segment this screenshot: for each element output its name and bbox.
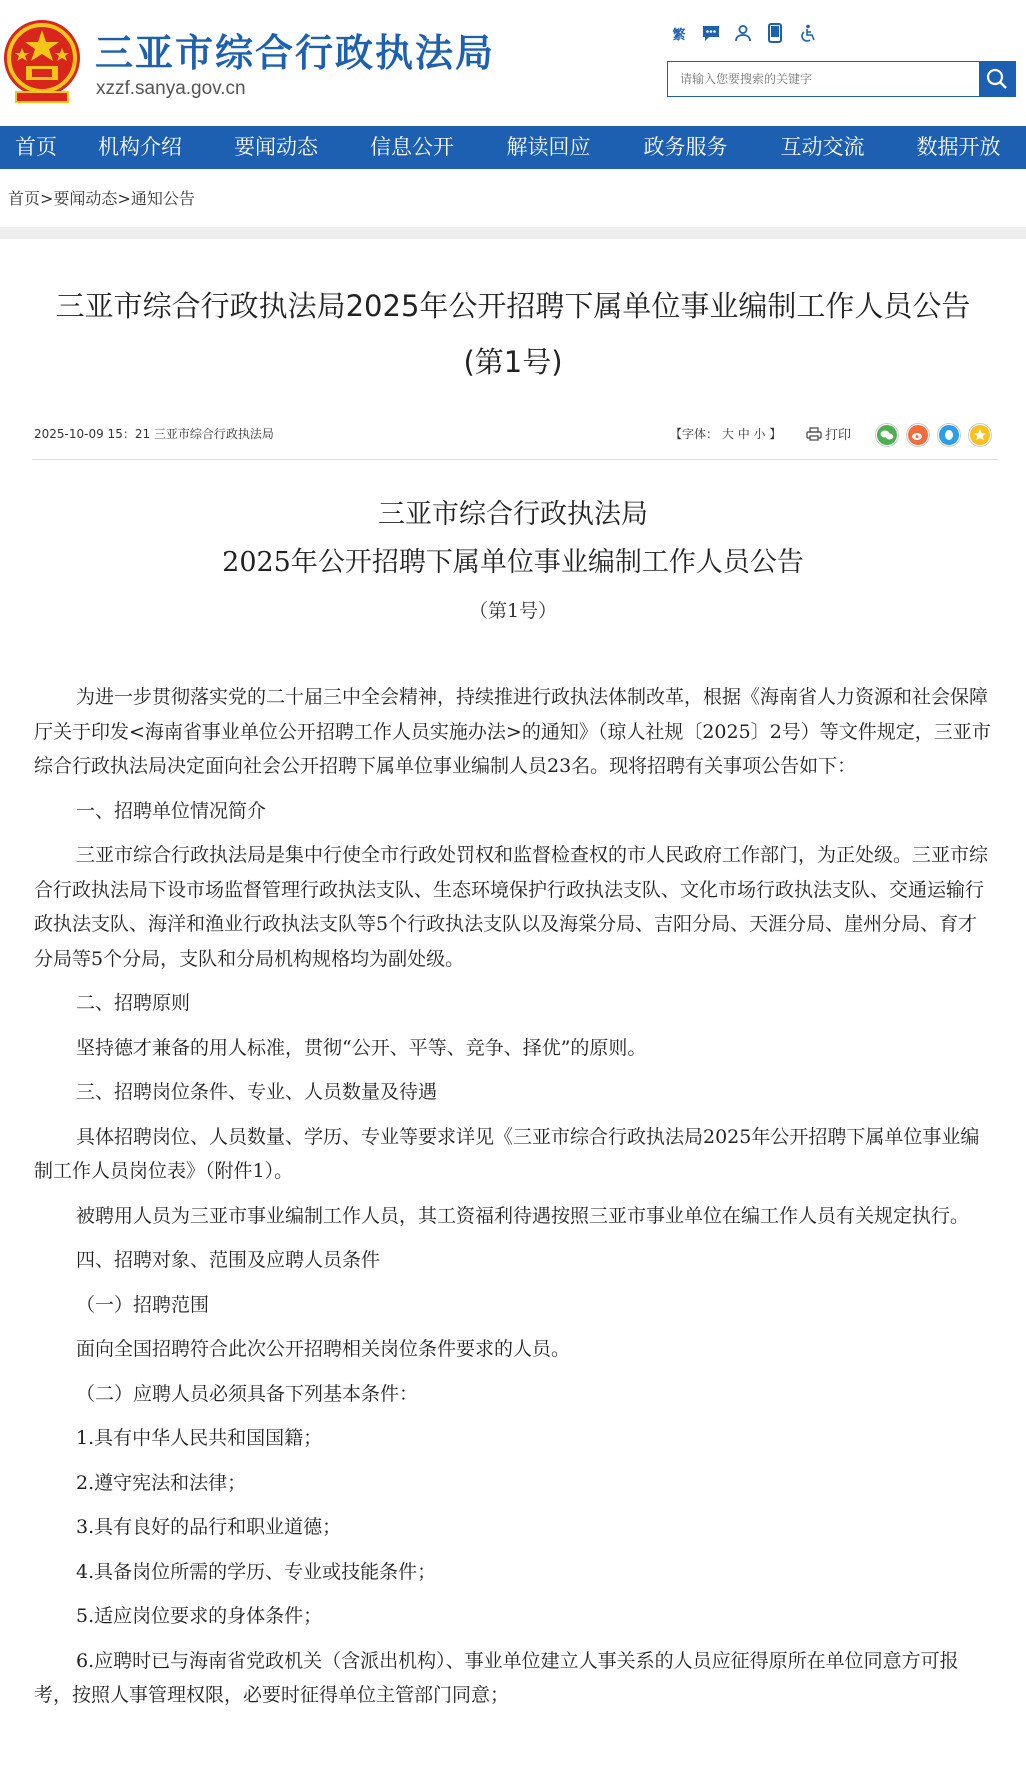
font-size-controls (670, 425, 781, 442)
share-favorite-button[interactable] (968, 423, 992, 447)
breadcrumb-section[interactable]: 要闻动态 (53, 189, 118, 208)
nav-item-home[interactable]: 首页 (15, 135, 57, 159)
paragraph-principle: 坚持德才兼备的用人标准，贯彻“公开、平等、竞争、择优”的原则。 (76, 1036, 647, 1059)
national-emblem-icon (2, 16, 82, 108)
paragraph-positions: 具体招聘岗位、人员数量、学历、专业等要求详见《三亚市综合行政执法局2025年公开招聘下属单位事业编制工作人员岗位表》（附件1）。 (34, 1125, 980, 1182)
font-size-medium[interactable]: 中 (737, 427, 750, 441)
document-heading-org: 三亚市综合行政执法局 (378, 499, 648, 530)
nav-item-about[interactable]: 机构介绍 (98, 135, 182, 159)
paragraph-benefits: 被聘用人员为三亚市事业编制工作人员，其工资福利待遇按照三亚市事业单位在编工作人员有关规定执行。 (76, 1204, 970, 1227)
main-nav (0, 126, 1026, 169)
site-domain: xzzf.sanya.gov.cn (96, 78, 246, 99)
user-icon[interactable] (732, 22, 754, 44)
wechat-icon (877, 425, 897, 445)
nav-item-interpretation[interactable]: 解读回应 (506, 135, 591, 159)
search-icon (986, 68, 1008, 90)
nav-item-government-services[interactable]: 政务服务 (643, 135, 728, 159)
document-heading-number: （第1号） (468, 600, 558, 622)
share-wechat-button[interactable] (875, 423, 899, 447)
nav-item-interaction[interactable]: 互动交流 (780, 135, 865, 159)
subsection-heading-scope: （一）招聘范围 (76, 1293, 210, 1316)
site-header (0, 0, 1026, 126)
nav-item-info-disclosure[interactable]: 信息公开 (370, 135, 454, 159)
breadcrumb-separator: > (117, 189, 131, 208)
chat-icon[interactable] (700, 22, 722, 44)
paragraph-scope: 面向全国招聘符合此次公开招聘相关岗位条件要求的人员。 (76, 1338, 571, 1360)
paragraph-unit-intro: 三亚市综合行政执法局是集中行使全市行政处罚权和监督检查权的市人民政府工作部门，为正处级。三亚市综合行政执法局下设市场监督管理行政执法支队、生态环境保护行政执法支队、文化市场行政执法支队、交通运输行政执法支队、海洋和渔业行政执法支队等5个行政执法支队以及海棠分局、吉阳分局、天涯分局、崖州分局、育才分局等5个分局，支队和分局机构规格均为副处级。 (34, 844, 989, 970)
accessibility-icon[interactable] (796, 22, 818, 44)
section-heading-1: 一、招聘单位情况简介 (76, 799, 267, 822)
mobile-icon[interactable] (764, 22, 786, 44)
share-weibo-button[interactable] (906, 423, 930, 447)
document-body (34, 680, 996, 1723)
article-meta: 2025-10-09 15：21 三亚市综合行政执法局 (34, 427, 274, 441)
star-icon (970, 425, 990, 445)
traditional-chinese-toggle[interactable]: 繁 (672, 27, 686, 43)
font-size-large[interactable]: 大 (721, 427, 734, 441)
header-tools (668, 22, 818, 44)
printer-icon (806, 427, 822, 441)
search-input[interactable] (668, 62, 981, 96)
condition-item: 3.具有良好的品行和职业道德； (76, 1516, 342, 1538)
document-heading-title: 2025年公开招聘下属单位事业编制工作人员公告 (222, 547, 804, 578)
nav-item-open-data[interactable]: 数据开放 (916, 135, 1001, 159)
paragraph-intro: 为进一步贯彻落实党的二十届三中全会精神，持续推进行政执法体制改革，根据《海南省人力资源和社会保障厅关于印发<海南省事业单位公开招聘工作人员实施办法>的通知》（琼人社规〔2025〕2号）等文件规定，三亚市综合行政执法局决定面向社会公开招聘下属单位事业编制人员23名。现将招聘有关事项公告如下： (34, 686, 991, 777)
share-buttons (875, 423, 992, 447)
breadcrumb-separator: > (40, 189, 54, 208)
subsection-heading-conditions: （二）应聘人员必须具备下列基本条件： (76, 1382, 419, 1405)
meta-divider (32, 459, 998, 460)
breadcrumb (8, 186, 195, 209)
font-size-label: 【字体： (670, 427, 719, 441)
condition-item: 4.具备岗位所需的学历、专业或技能条件； (76, 1560, 437, 1583)
condition-item: 6.应聘时已与海南省党政机关（含派出机构）、事业单位建立人事关系的人员应征得原所在单位同意方可报考，按照人事管理权限，必要时征得单位主管部门同意； (34, 1649, 959, 1706)
print-label: 打印 (825, 428, 852, 443)
qq-icon (939, 425, 959, 445)
share-qq-button[interactable] (937, 423, 961, 447)
article-title-line-1: 三亚市综合行政执法局2025年公开招聘下属单位事业编制工作人员公告 (55, 289, 971, 323)
section-heading-2: 二、招聘原则 (76, 992, 191, 1014)
nav-item-news[interactable]: 要闻动态 (234, 135, 318, 159)
site-title[interactable]: 三亚市综合行政执法局 (95, 31, 496, 75)
font-size-end: 】 (769, 427, 782, 441)
breadcrumb-current[interactable]: 通知公告 (130, 189, 195, 208)
article-title (30, 278, 996, 390)
search-box (667, 61, 1016, 97)
article-title-line-2: (第1号) (463, 345, 563, 379)
condition-item: 1.具有中华人民共和国国籍； (76, 1427, 323, 1449)
section-heading-3: 三、招聘岗位条件、专业、人员数量及待遇 (76, 1081, 438, 1103)
weibo-icon (908, 425, 928, 445)
breadcrumb-home[interactable]: 首页 (8, 189, 41, 208)
search-button[interactable] (979, 62, 1015, 96)
section-heading-4: 四、招聘对象、范围及应聘人员条件 (76, 1249, 381, 1271)
section-divider-bar (0, 227, 1026, 239)
print-button[interactable] (806, 424, 851, 443)
condition-item: 2.遵守宪法和法律； (76, 1471, 247, 1494)
font-size-small[interactable]: 小 (753, 427, 766, 441)
condition-item: 5.适应岗位要求的身体条件； (76, 1605, 323, 1627)
